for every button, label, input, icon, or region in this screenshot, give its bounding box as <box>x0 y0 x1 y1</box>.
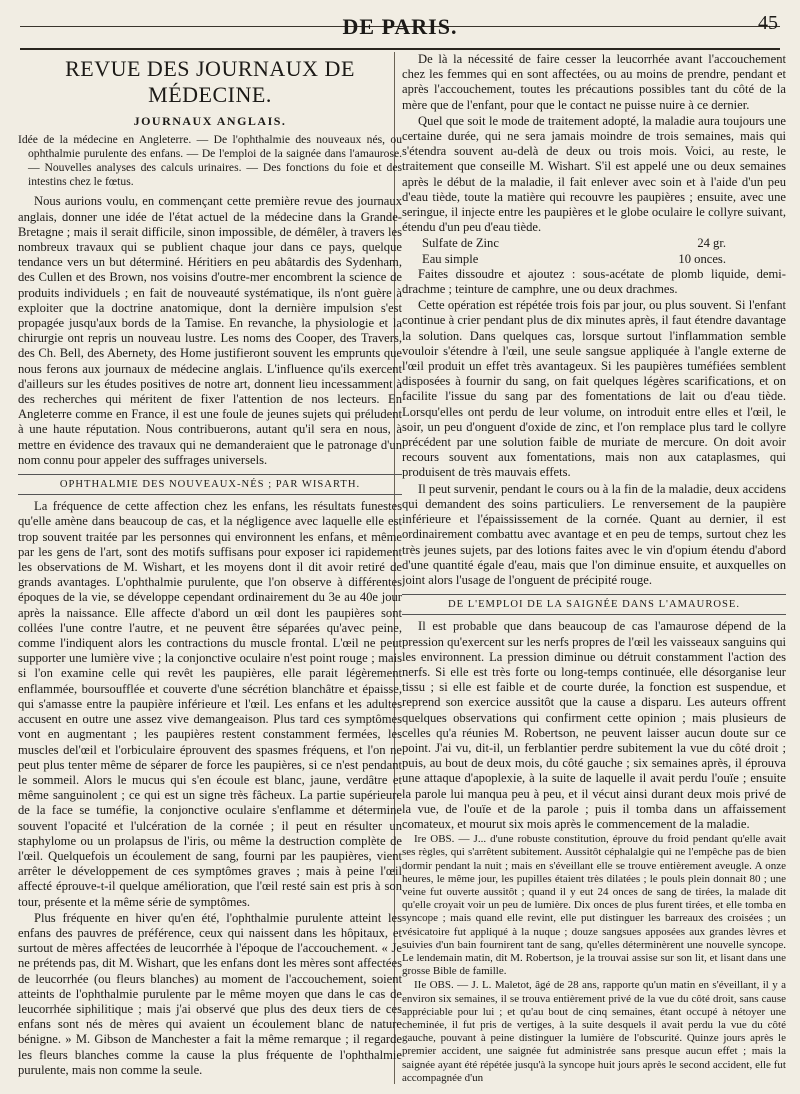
prescription-ingredient: Eau simple <box>422 251 479 266</box>
observation-paragraph: IIe OBS. — J. L. Maletot, âgé de 28 ans, rapporte qu'un matin en s'éveillant, il y a environ six semaines, il se trouva entièrement privé de la vue du côté droit, sans cause appréciable pour lui ; et qu'au bout de cinq semaines, étant occupé à nétoyer une cheminée, il fut pris de vertiges, à la suite desquels il avait perdu la vue du côté gauche, pouvant à peine distinguer la lumière de l'obscurité. Quinze jours après le premier accident, une saignée fut administrée sans presque aucun effet ; mais la saignée ayant été répétée jusqu'à la syncope huit jours après le second accident, elle fut accompagnée d'un <box>402 979 786 1084</box>
article-heading: OPHTHALMIE DES NOUVEAUX-NÉS ; PAR WISARTH. <box>18 474 402 495</box>
running-head <box>0 8 800 46</box>
prescription-ingredient: Sulfate de Zinc <box>422 236 499 251</box>
body-paragraph: Il est probable que dans beaucoup de cas l'amaurose dépend de la pression qu'exercent sur les nerfs propres de l'œil les vaisseaux sanguins qui les environnent. La pression diminue ou détruit constamment l'action des nerfs. Si elle est très forte ou long-temps continuée, elle désorganise leur tissu ; si elle est faible et de courte durée, la fonction est suspendue, et reprend son exercice aussitôt que la cause a disparu. Les auteurs offrent quelques observations qui confirment cette opinion ; mais plusieurs de celles qu'a réunies M. Robertson, ne peuvent laisser aucun doute sur ce point. J'ai vu, dit-il, un ferblantier perdre subitement la vue du côté droit ; puis, au bout de deux mois, du côté gauche ; six semaines après, il éprouva une attaque d'apoplexie, à la suite de laquelle il avait perdu l'ouïe ; ensuite la parole lui manqua peu à peu, et il vécut ainsi durant deux mois privé de la vue, de l'ouïe et de la parole ; puis il tomba dans un affaissement comateux, et mourut six mois après le commencement de la maladie. <box>402 619 786 831</box>
journal-title: REVUE DES JOURNAUX DE MÉDECINE. <box>65 56 355 107</box>
intro-paragraph: Nous aurions voulu, en commençant cette première revue des journaux anglais, donner une idée de l'état actuel de la médecine dans la Grande-Bretagne ; mais il serait difficile, sinon impossible, de démêler, à travers les nombreux travaux qui se publient chaque jour dans ce pays, quelque tendance vers un but déterminé. Héritiers en peu abâtardis des Sydenham, des Cullen et des Brown, nos voisins d'outre-mer encombrent la science de produits individuels ; en fait de nouveauté systématique, ils n'ont guère à exploiter que la doctrine anatomique, dont la dernière impulsion s'est propagée jusqu'aux bords de la Tamise. En revanche, la physiologie et la chirurgie ont repris un nouveau lustre. Les noms des Cooper, des Travers, des Ch. Bell, des Abernety, des Home justifieront souvent les emprunts que nous ferons aux journaux de médecine anglais. L'influence qu'ils exercent d'ailleurs sur les études positives de notre art, donnent lieu incessamment à des recherches qui méritent de fixer l'attention de nos lecteurs. En Angleterre comme en France, il est une foule de jeunes sujets qui préludent à une haute réputation. Nous contribuerons, autant qu'il sera en nous, à mettre en évidence des travaux qui ne demanderaient que le patronage d'un nom connu pour appeler des suffrages universels. <box>18 194 402 467</box>
header-rule-bottom <box>20 48 780 50</box>
article-heading: DE L'EMPLOI DE LA SAIGNÉE DANS L'AMAUROSE. <box>402 594 786 615</box>
observations <box>402 833 786 1085</box>
prescription-dose: 10 onces. <box>678 251 726 266</box>
left-column <box>18 52 402 1079</box>
prescription-line <box>402 252 786 267</box>
body-paragraph: Plus fréquente en hiver qu'en été, l'ophthalmie purulente atteint les enfans des pauvres de préférence, ceux qui naissent dans les hôpitaux, et surtout de mères affectées de leucorrhée à l'époque de l'accouchement. « Je ne prétends pas, dit M. Wishart, que les enfans dont les mères sont affectées de leucorrhée (ou fleurs blanches) au moment de l'accouchement, soient atteints de l'ophthalmie purulente par le même moyen que dans le cas de leucorrhée siphilitique ; mais j'ai observé que plus des deux tiers de ces enfans sont nés de mères qui avaient un écoulement blanc de nature bénigne. » M. Gibson de Manchester a fait la même remarque ; il regarde les fleurs blanches comme la cause la plus fréquente de l'ophthalmie purulente, mais non comme la seule. <box>18 910 402 1077</box>
body-paragraph: De là la nécessité de faire cesser la leucorrhée avant l'accouchement chez les femmes qui en sont affectées, ou au moins de prendre, pendant et après l'accouchement, toutes les précautions possibles tant du côté de la mère que de l'enfant, pour que le contact ne puisse nuire à ce dernier. <box>402 52 786 112</box>
prescription-line <box>402 236 786 251</box>
body-paragraph: Faites dissoudre et ajoutez : sous-acétate de plomb liquide, demi-drachme ; teinture de camphre, une ou deux drachmes. <box>402 266 786 297</box>
body-paragraph: Il peut survenir, pendant le cours ou à la fin de la maladie, deux accidens qui demandent des soins particuliers. Le renversement de la paupière inférieure et l'épaississement de la cornée. Quant au dernier, il est ordinairement combattu avec avantage et en peu de temps, surtout chez les très jeunes sujets, par des lotions faites avec le vin d'opium étendu d'abord d'une quantité égale d'eau, mais que l'on diminue ensuite, et auxquelles on joint alors l'usage de l'onguent de précipité rouge. <box>402 481 786 587</box>
page-number: 45 <box>758 12 778 34</box>
body-paragraph: Quel que soit le mode de traitement adopté, la maladie aura toujours une certaine durée, qui ne sera jamais moindre de trois semaines, mais qui s'étendra souvent au-delà de deux ou trois mois. Voici, au reste, le traitement que conseille M. Wishart. S'il est appelé une ou deux semaines après le début de la maladie, il fait enlever avec soin et à l'aide d'un peu d'eau tiède, toute la matière qui recouvre les paupières ; ensuite, avec une seringue, il injecte entre les paupières et le globe oculaire le collyre suivant, étendu d'un peu d'eau tiède. <box>402 113 786 235</box>
body-paragraph: Cette opération est répétée trois fois par jour, ou plus souvent. Si l'enfant continue à crier pendant plus de dix minutes après, il faut étendre davantage la solution. Dans quelques cas, lorsque surtout l'inflammation semble vouloir s'étendre à l'œil, une seule sangsue appliquée à l'angle externe de l'œil produit un effet très avantageux. Si les paupières tuméfiées semblent disposées à fournir du sang, on fait quelques légères scarifications, et on facilite l'issue du sang par des fomentations de lait ou d'eau tiède. Lorsqu'elles ont perdu de leur volume, on introduit entre elles et l'œil, le soir, un peu d'onguent d'oxide de zinc, et l'on remplace plus tard le collyre précédent par une solution faible de muriate de mercure. On doit avoir recours souvent aux fomentations, mais non aux cataplasmes, qui produisent de très mauvais effets. <box>402 298 786 480</box>
article-summary: Idée de la médecine en Angleterre. — De l'ophthalmie des nouveaux nés, ou ophthalmie purulente des enfans. — De l'emploi de la saignée dans l'amaurose. — Nouvelles analyses des calculs urinaires. — Des fonctions du foie et des intestins chez le fœtus. <box>18 133 402 188</box>
running-title: DE PARIS. <box>342 14 458 39</box>
section-title: JOURNAUX ANGLAIS. <box>133 114 287 128</box>
prescription-dose: 24 gr. <box>697 236 726 251</box>
body-paragraph: La fréquence de cette affection chez les enfans, les résultats funestes qu'elle amène dans beaucoup de cas, et la négligence avec laquelle elle est trop souvent traitée par les personnes qui environnent les enfans, et même par les gens de l'art, sont des motifs suffisans pour exposer ici rapidement les observations de M. Wishart, et les moyens dont il dit avoir retiré de grands avantages. L'ophthalmie purulente, que l'on observe à différentes époques de la vie, se développe cependant ordinairement du 3e au 40e jour après la naissance. Elle affecte d'abord un œil dont les paupières sont collées l'une contre l'autre, et ne peuvent être séparées qu'avec peine, comme l'indiquent alors les contractions du muscle frontal. L'œil ne peut supporter une lumière vive ; la conjonctive oculaire n'est point rouge ; mais si l'on examine celle qui revêt les paupières, elle parait légèrement enflammée, boursoufflée et couverte d'une sécrétion blanchâtre et épaisse, qui s'amasse entre la paupière inférieure et l'œil. Les enfans et les adultes accusent en outre une assez vive demangeaison. Plus tard ces symptômes vont en augmentant ; les paupières restent constamment fermées, les muscles del'œil et l'orbiculaire éprouvent des spasmes fréquens, et l'on ne peut plus tenter même de séparer de force les paupières, si ce n'est pendant le sommeil. Alors le mucus qui s'en écoule est blanc, jaune, verdâtre et même sanguinolent ; ce qui est un signe très fâcheux. La partie supérieure de la face se tuméfie, la conjonctive oculaire s'enflamme et détermine souvent l'opacité et l'ulcération de la cornée ; il peut en résulter un staphylome ou un prolapsus de l'iris, ou même la destruction complète de l'œil. Quelquefois un écoulement de sang, fourni par les paupières, vient arrêter le développement de ces symptômes graves ; mais à peine l'œil affecté éprouve-t-il quelque amélioration, que l'œil resté sain est pris à son tour, présente et la même série de symptômes. <box>18 499 402 909</box>
right-column <box>402 52 786 1086</box>
observation-paragraph: Ire OBS. — J... d'une robuste constitution, éprouve du froid pendant qu'elle avait ses règles, qui s'arrêtent subitement. Aussitôt céphalalgie qui ne l'empêche pas de bien dormir pendant la nuit ; mais en s'éveillant elle se trouve entièrement aveugle. A onze heures, le même jour, les pupilles étaient très dilatées ; le pouls plein donnait 80 ; une veine fut ouverte aussitôt ; quand il y eut 24 onces de sang de tirées, la malade dit qu'elle croyait voir un peu de lumière. Dix onces de plus furent tirées, et elle tomba en syncope ; mais quand elle revint, elle put distinguer les barreaux des croisées ; un vésicatoire fut appliqué à la nuque ; douze sangsues apposées aux grandes lèvres et suivies d'un bain fournirent tant de sang, qu'elles déterminèrent une nouvelle syncope. Le lendemain matin, dit M. Robertson, je la trouvai assise sur son lit, et lisant dans une grosse Bible de famille. <box>402 833 786 978</box>
